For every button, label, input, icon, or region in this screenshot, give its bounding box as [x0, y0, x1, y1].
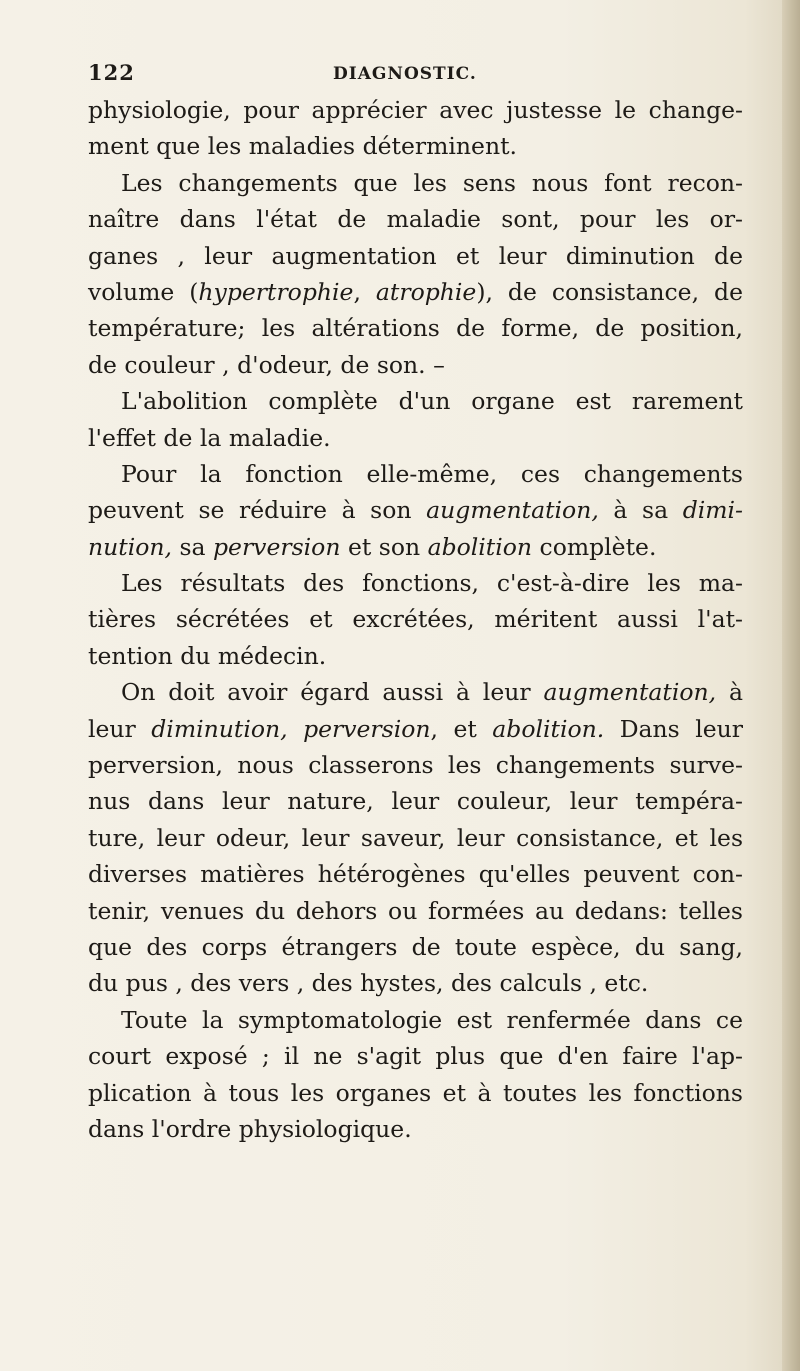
text-run: ganes , leur augmentation et leur diminution de	[88, 241, 743, 270]
text-line	[88, 1075, 743, 1111]
text-line	[88, 310, 743, 346]
italic-term: augmentation,	[543, 678, 717, 707]
text-run: Les changements que les sens nous font recon-	[121, 168, 743, 197]
text-run: Pour la fonction elle-même, ces changements	[121, 459, 743, 488]
text-run: et son	[340, 532, 428, 561]
italic-term: abolition	[427, 532, 533, 561]
text-line	[88, 420, 743, 456]
text-run: volume (	[88, 277, 199, 306]
text-run: complète.	[532, 532, 657, 561]
text-run: l'effet de la maladie.	[88, 423, 331, 452]
text-run: perversion, nous classerons les changements surve-	[88, 751, 743, 780]
text-run: naître dans l'état de maladie sont, pour les or-	[88, 205, 743, 234]
text-line	[88, 711, 743, 747]
text-line	[88, 565, 743, 601]
text-line	[88, 529, 743, 565]
text-line	[88, 820, 743, 856]
text-line	[88, 1038, 743, 1074]
italic-term: diminution, perversion	[151, 714, 431, 743]
text-run: diverses matières hétérogènes qu'elles peuvent con-	[88, 860, 743, 889]
text-run: que des corps étrangers de toute espèce, du sang,	[88, 932, 743, 961]
text-line	[88, 128, 743, 164]
text-run: ,	[353, 277, 376, 306]
text-run: ment que les maladies déterminent.	[88, 132, 517, 161]
text-line	[88, 893, 743, 929]
text-line	[88, 274, 743, 310]
text-run: , et	[430, 714, 493, 743]
text-line	[88, 347, 743, 383]
text-line	[88, 92, 743, 128]
text-run: Toute la symptomatologie est renfermée dans ce	[121, 1005, 743, 1034]
text-run: Les résultats des fonctions, c'est-à-dire les ma-	[121, 569, 743, 598]
text-line	[88, 165, 743, 201]
text-run: peuvent se réduire à son	[88, 496, 427, 525]
page-edge	[782, 0, 800, 1371]
italic-term: atrophie	[375, 277, 477, 306]
italic-term: hypertrophie	[198, 277, 354, 306]
text-line	[88, 383, 743, 419]
body-text	[88, 92, 743, 1147]
text-line	[88, 238, 743, 274]
text-run: physiologie, pour apprécier avec justesse le change-	[88, 96, 743, 124]
text-run: On doit avoir égard aussi à leur	[121, 678, 544, 707]
text-line	[88, 929, 743, 965]
text-run: tenir, venues du dehors ou formées au dedans: telles	[88, 896, 743, 925]
text-run: à sa	[598, 496, 683, 525]
text-run: du pus , des vers , des hystes, des calculs , etc.	[88, 969, 649, 998]
text-run: ture, leur odeur, leur saveur, leur consistance, et les	[88, 823, 743, 852]
text-run: de couleur , d'odeur, de son. –	[88, 350, 445, 379]
italic-term: augmentation,	[426, 496, 599, 525]
text-run: température; les altérations de forme, de position,	[88, 314, 743, 343]
text-run: ), de consistance, de	[476, 277, 743, 306]
text-line	[88, 856, 743, 892]
text-run: sa	[171, 532, 213, 561]
italic-term: dimi-	[682, 496, 743, 525]
text-run: leur	[88, 714, 152, 743]
text-run: à	[716, 678, 743, 707]
text-run: tières sécrétées et excrétées, méritent aussi l'at-	[88, 605, 743, 634]
text-run: tention du médecin.	[88, 641, 327, 670]
page-number: 122	[88, 60, 135, 85]
text-line	[88, 783, 743, 819]
text-run: plication à tous les organes et à toutes les fonctions	[88, 1078, 743, 1107]
running-head: DIAGNOSTIC.	[333, 64, 477, 84]
text-line	[88, 456, 743, 492]
text-run: court exposé ; il ne s'agit plus que d'en faire l'ap-	[88, 1042, 743, 1071]
text-run: nus dans leur nature, leur couleur, leur tempéra-	[88, 787, 743, 816]
text-line	[88, 201, 743, 237]
italic-term: nution,	[88, 532, 172, 561]
italic-term: abolition.	[492, 714, 605, 743]
text-line	[88, 674, 743, 710]
page-header	[88, 60, 708, 90]
italic-term: perversion	[213, 532, 341, 561]
text-line	[88, 1002, 743, 1038]
text-run: Dans leur	[604, 714, 743, 743]
text-line	[88, 492, 743, 528]
text-line	[88, 747, 743, 783]
text-line	[88, 965, 743, 1001]
text-line	[88, 601, 743, 637]
text-line	[88, 638, 743, 674]
text-run: L'abolition complète d'un organe est rarement	[121, 387, 743, 416]
text-run: dans l'ordre physiologique.	[88, 1114, 412, 1143]
text-line	[88, 1111, 743, 1147]
